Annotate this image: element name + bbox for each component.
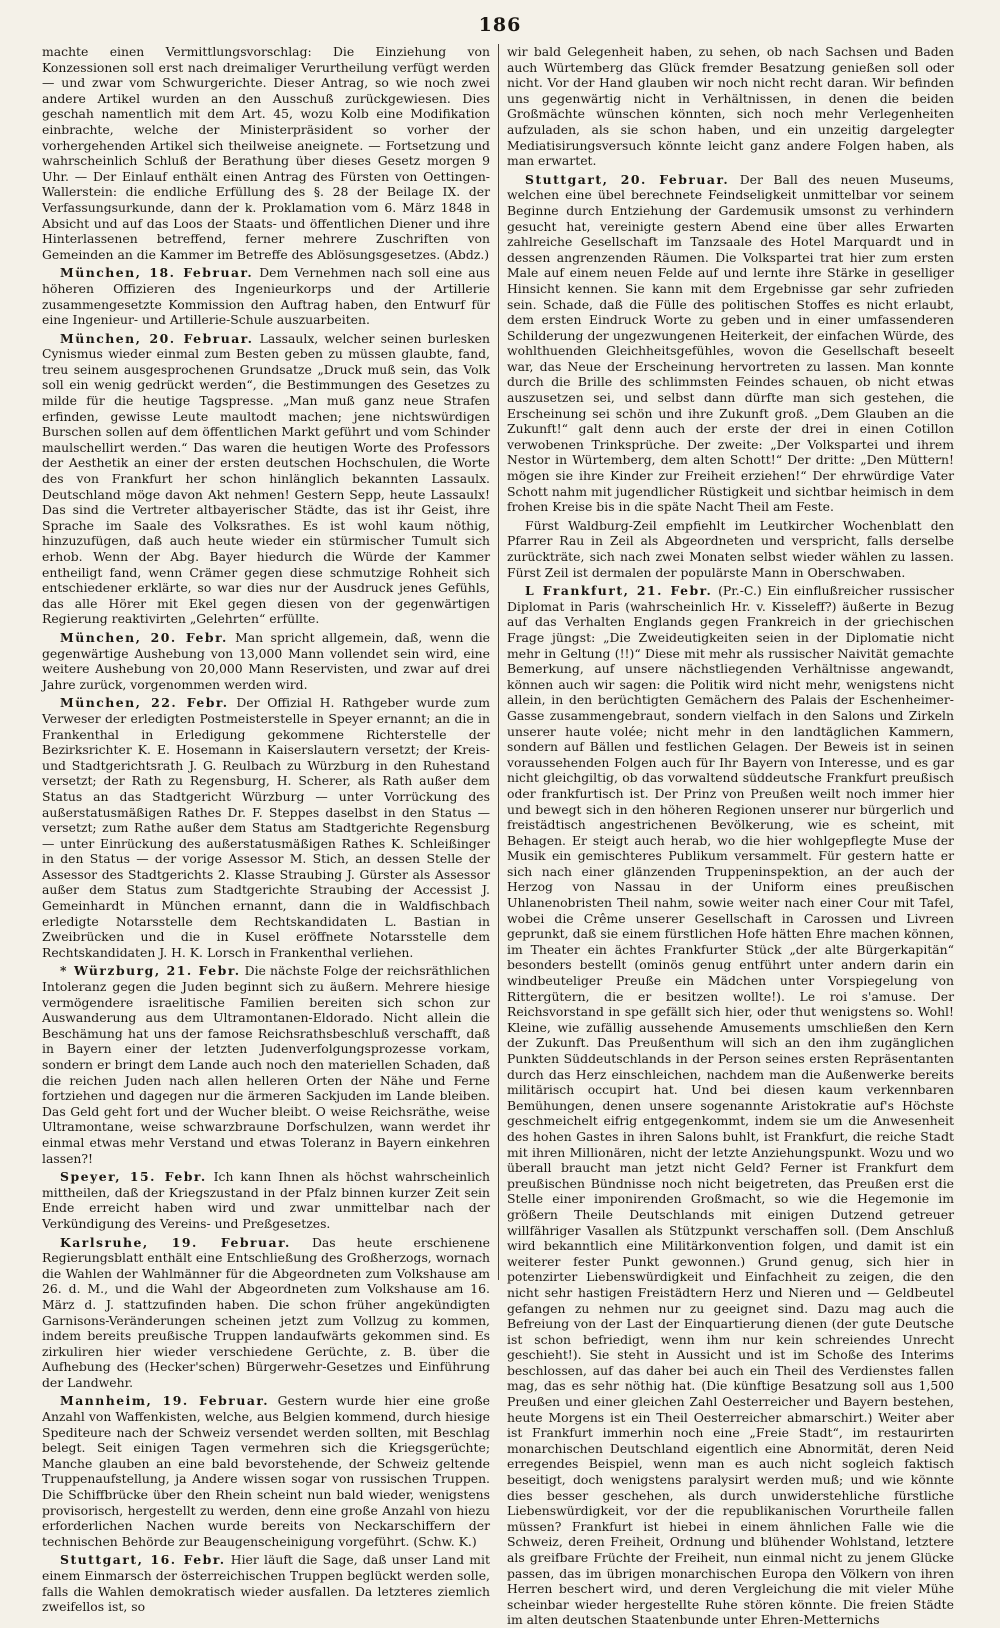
- paragraph-text: wir bald Gelegenheit haben, zu sehen, ob nach Sachsen und Baden auch Würtemberg das Glück fremder Besatzung genießen soll oder nicht. Vor der Hand glauben wir noch nicht recht daran. Wir befinden uns gegenwärtig nicht in Verhältnissen, in denen die beiden Großmächte wünschen könnten, sich noch mehr Verlegenheiten aufzuladen, als sie schon haben, und ein unzeitig dargelegter Mediatisirungsversuch könnte leicht ganz andere Folgen haben, als man erwartet.: [507, 44, 954, 169]
- dateline: München, 18. Februar.: [60, 265, 254, 281]
- paragraph-text: Man spricht allgemein, daß, wenn die gegenwärtige Aushebung von 13,000 Mann vollendet sein wird, eine weitere Aushebung von 20,000 Mann Reservisten, und zwar auf drei Jahre zurück, vorgenommen werden wird.: [42, 629, 490, 692]
- paragraph-text: machte einen Vermittlungsvorschlag: Die Einziehung von Konzessionen soll erst nach dreimaliger Verurtheilung verfügt werden — und zwar vom Schwurgerichte. Dieser Antrag, so wie noch zwei andere Artikel wurden an den Ausschuß zurückgewiesen. Dies geschah namentlich mit dem Art. 45, wozu Kolb eine Modifikation einbrachte, welche der Ministerpräsident so vorher der vorhergehenden Artikel sich theilweise aneignete. — Fortsetzung und wahrscheinlich Schluß der Berathung über dieses Gesetz morgen 9 Uhr. — Der Einlauf enthält einen Antrag des Fürsten von Oettingen-Wallerstein: die endliche Erfüllung des §. 28 der Beilage IX. der Verfassungsurkunde, dann der k. Proklamation vom 6. März 1848 in Absicht und auf das Loos der Staats- und öffentlichen Diener und ihre Hinterlassenen betreffend, ferner mehrere Zuschriften von Gemeinden an die Kammer im Betreffe des Ablösungsgesetzes. (Abdz.): [42, 44, 490, 262]
- article-paragraph: [42, 695, 490, 960]
- paragraph-text: Hier läuft die Sage, daß unser Land mit einem Einmarsch der österreichischen Truppen beglückt werden solle, falls die Wahlen demokratisch wieder ausfallen. Da letzteres ziemlich zweifellos ist, so: [42, 1552, 490, 1615]
- paragraph-text: Das heute erschienene Regierungsblatt enthält eine Entschließung des Großherzogs, wornach die Wahlen der Wahlmänner für die Abgeordneten zum Volkshause am 26. d. M., und die Wahl der Abgeordneten zum Volkshause am 16. März d. J. stattzufinden haben. Die schon früher angekündigten Garnisons-Veränderungen scheinen jetzt zum Vollzug zu kommen, indem bereits preußische Truppen landaufwärts gekommen sind. Es zirkuliren hier wieder verschiedene Gerüchte, z. B. über die Aufhebung des (Hecker'schen) Bürgerwehr-Gesetzes und Einführung der Landwehr.: [42, 1234, 490, 1390]
- dateline: München, 20. Febr.: [60, 629, 228, 645]
- paragraph-text: Fürst Waldburg-Zeil empfiehlt im Leutkircher Wochenblatt den Pfarrer Rau in Zeil als Abgeordneten und verspricht, falls derselbe zurückträte, sich nach zwei Monaten selbst wieder wählen zu lassen. Fürst Zeil ist dermalen der populärste Mann in Oberschwaben.: [507, 517, 954, 580]
- article-paragraph: [42, 331, 490, 627]
- article-paragraph: [507, 44, 954, 169]
- paragraph-text: Dem Vernehmen nach soll eine aus höheren Offizieren des Ingenieurkorps und der Artillerie zusammengesetzte Kommission den Auftrag haben, den Entwurf für eine Ingenieur- und Artillerie-Schule auszuarbeiten.: [42, 265, 490, 328]
- article-paragraph: [42, 1169, 490, 1231]
- paragraph-text: Der Ball des neuen Museums, welchen eine übel berechnete Feindseligkeit unmittelbar vor seinem Beginne durch Entziehung der Gardemusik umsonst zu verhindern gesucht hat, vereinigte gestern Abend eine über alles Erwarten zahlreiche Gesellschaft im Tanzsaale des Hotel Marquardt und in dessen angrenzenden Räumen. Die Volkspartei trat hier zum ersten Male auf einem neuen Felde auf und lernte ihre Stärke in geselliger Hinsicht kennen. Sie kann mit dem Ergebnisse gar sehr zufrieden sein. Schade, daß die Fülle des politischen Stoffes es nicht erlaubt, dem ersten Eindruck Worte zu geben und in einer umfassenderen Schilderung der ungezwungenen Heiterkeit, der einfachen Würde, des wohlthuenden Gleichheitsgefühles, wovon die Gesellschaft beseelt war, das Neue der Erscheinung hervortreten zu lassen. Man konnte durch die Brille des schlimmsten Feindes schauen, ob nicht etwas auszusetzen sei, und selbst dann dürfte man sich gestehen, die Erscheinung sei schön und ihre Zukunft groß. „Dem Glauben an die Zukunft!“ galt denn auch der erste der drei in einen Cotillon verwobenen Trinksprüche. Der zweite: „Der Volkspartei und ihrem Nestor in Würtemberg, dem alten Schott!“ Der dritte: „Den Müttern! mögen sie ihre Kinder zur Freiheit erziehen!“ Der ehrwürdige Vater Schott nahm mit jugendlicher Rüstigkeit und sichtbar heimisch in dem frohen Kreise bis in die späte Nacht Theil am Feste.: [507, 171, 954, 515]
- dateline: Karlsruhe, 19. Februar.: [60, 1234, 291, 1250]
- article-paragraph: [507, 518, 954, 580]
- dateline: München, 20. Februar.: [60, 330, 254, 346]
- paragraph-text: Ich kann Ihnen als höchst wahrscheinlich mittheilen, daß der Kriegszustand in der Pfalz binnen kurzer Zeit sein Ende erreicht haben wird und zwar unmittelbar nach der Verkündigung des Vereins- und Preßgesetzes.: [42, 1169, 490, 1231]
- article-paragraph: [507, 583, 954, 1628]
- paragraph-text: Der Offizial H. Rathgeber wurde zum Verweser der erledigten Postmeisterstelle in Speyer ernannt; an die in Frankenthal in Erledigung gekommene Richterstelle der Bezirksrichter K. E. Hosemann in Kaiserslautern versetzt; der Kreis- und Stadtgerichtsrath J. G. Reulbach zu Würzburg in den Ruhestand versetzt; der Rath zu Regensburg, H. Scherer, als Rath außer dem Status an das Stadtgericht Würzburg — unter Vorrückung des außerstatusmäßigen Rathes Dr. F. Steppes daselbst in den Status — versetzt; zum Rathe außer dem Status am Stadtgerichte Regensburg — unter Einrückung des außerstatusmäßigen Rathes K. Schleißinger in den Status — der vorige Assessor M. Stich, an dessen Stelle der Assessor des Stadtgerichts 2. Klasse Straubing J. Gürster als Assessor außer dem Status zum Stadtgerichte Straubing der Accessist J. Gemeinhardt in München ernannt, dann die in Waldfischbach erledigte Notarsstelle dem Rechtskandidaten L. Bastian in Zweibrücken und die in Kusel eröffnete Notarsstelle dem Rechtskandidaten J. H. K. Lorsch in Frankenthal verliehen.: [42, 695, 490, 960]
- text-columns: [34, 44, 962, 1628]
- dateline: München, 22. Febr.: [60, 695, 229, 711]
- article-paragraph: [42, 963, 490, 1166]
- left-column: [34, 44, 498, 1615]
- paragraph-text: Die nächste Folge der reichsräthlichen Intoleranz gegen die Juden beginnt sich zu äußern. Mehrere hiesige vermögendere israelitische Familien bereiten sich schon zur Auswanderung aus dem Ultramontanen-Eldorado. Nicht allein die Beschämung hat uns der famose Reichsrathsbeschluß verschafft, daß in Bayern einer der letzten Judenverfolgungsprozesse vorkam, sondern er bringt dem Lande auch noch den materiellen Schaden, daß die reichen Juden nach allen helleren Orten der Nähe und Ferne fortziehen und dagegen nur die ärmeren Sackjuden im Lande bleiben. Das Geld geht fort und der Wucher bleibt. O weise Reichsräthe, weise Ultramontane, weise schwarzbraune Dorfschulzen, wann werdet ihr einmal etwas mehr Verstand und etwas Toleranz in Bayern einkehren lassen?!: [42, 963, 490, 1166]
- article-paragraph: [42, 1552, 490, 1614]
- dateline: Stuttgart, 20. Februar.: [525, 171, 730, 187]
- article-paragraph: [42, 265, 490, 327]
- article-paragraph: [42, 630, 490, 692]
- dateline: Speyer, 15. Febr.: [60, 1169, 207, 1185]
- article-paragraph: [42, 44, 490, 262]
- article-paragraph: [42, 1235, 490, 1391]
- dateline: Stuttgart, 16. Febr.: [60, 1552, 226, 1568]
- dateline: L Frankfurt, 21. Febr.: [525, 583, 713, 599]
- article-paragraph: [42, 1393, 490, 1549]
- paragraph-text: (Pr.-C.) Ein einflußreicher russischer Diplomat in Paris (wahrscheinlich Hr. v. Kisseleff?) äußerte in Bezug auf das Verhalten Englands gegen Frankreich in der griechischen Frage jüngst: „Die Zweideutigkeiten seien in der Diplomatie nicht mehr in Geltung (!!)“ Diese mit mehr als russischer Naivität gemachte Bemerkung, auf unsere nächstliegenden Verhältnisse angewandt, können auch wir sagen: die Politik wird nicht mehr, wenigstens nicht allein, in den berüchtigten Gemächern des Palais der Eschenheimer-Gasse zusammengebraut, sondern vielfach in den Salons und Zirkeln unserer haute volée; nicht mehr in den landtäglichen Kammern, sondern auf Bällen und festlichen Gelagen. Der Beweis ist in seinen voraussehenden Folgen auch für Ihr Bayern von Interesse, und es gar nicht gleichgiltig, ob das vorwaltend süddeutsche Frankfurt preußisch oder frankfurtisch ist. Der Prinz von Preußen weilt noch immer hier und bewegt sich in den höheren Regionen unserer nur bürgerlich und freistädtisch angestrichenen Bevölkerung, wie es scheint, mit Behagen. Er steigt auch herab, wo die hier wohlgepflegte Muse der Musik ein gemischteres Publikum versammelt. Für gestern hatte er sich nach einer glänzenden Truppeninspektion, an der auch der Herzog von Nassau in der Uniform eines preußischen Uhlanenobristen Theil nahm, sowie weiter nach einer Cour mit Tafel, wobei die Crême unserer Gesellschaft in Carossen und Livreen geprunkt, daß sie einem fürstlichen Hofe hätten Ehre machen können, im Theater ein ächtes Frankfurter Stück „der alte Bürgerkapitän“ besonders bestellt (ominös genug entführt unter andern darin ein windbeuteliger Preuße ein Mädchen unter Vorspiegelung von Rittergütern, die er besitzen wollte!). Le roi s'amuse. Der Reichsvorstand in spe gefällt sich hier, oder thut wenigstens so. Wohl! Kleine, wie zufällig aussehende Amusements umschließen den Kern der Zukunft. Das Preußenthum will sich an den ihm zugänglichen Punkten Süddeutschlands in der Person seines ersten Repräsentanten durch das Herz einschleichen, nachdem man die Außenwerke bereits militärisch occupirt hat. Und bei diesen kaum verkennbaren Bemühungen, denen unsere sogenannte Aristokratie auf's Höchste geschmeichelt eifrig entgegenkommt, indem sie um die Anwesenheit des hohen Gastes in ihren Salons buhlt, ist Frankfurt, die reiche Stadt mit ihren Millionären, nicht der letzte Anziehungspunkt. Wozu und wo überall braucht man jetzt nicht Geld? Ferner ist Frankfurt dem preußischen Bündnisse noch nicht beigetreten, das Preußen erst die Stelle einer imponirenden Großmacht, so wie die Hegemonie im größern Theile Deutschlands mit einigen Dutzend getreuer willfähriger Vasallen als Stützpunkt verschaffen soll. (Dem Anschluß wird bekanntlich eine Militärkonvention folgen, und damit ist ein weiterer fester Punkt gewonnen.) Grund genug, sich hier in potenzirter Liebenswürdigkeit und Einfachheit zu zeigen, die den nicht sehr hastigen Freistädtern Herz und Nieren und — Geldbeutel gefangen zu nehmen nur zu geeignet sind. Dazu mag auch die Befreiung von der Last der Einquartierung dienen (der gute Deutsche ist schon befriedigt, wenn ihm nur kein schreiendes Unrecht geschieht!). Sie steht in Aussicht und ist im Schoße des Interims beschlossen, auf das daher bei auch ein Theil des Verdienstes fallen mag, das es sehr nöthig hat. (Die künftige Besatzung soll aus 1,500 Preußen und einer gleichen Zahl Oesterreicher und Bayern bestehen, heute Morgens ist ein Theil Oesterreicher abmarschirt.) Weiter aber ist Frankfurt immerhin noch eine „Freie Stadt“, im restaurirten monarchischen Deutschland eigentlich eine Abnormität, deren Neid erregendes Beispiel, wenn man es auch nicht sogleich faktisch beseitigt, doch wenigstens paralysirt werden muß; und wie könnte dies besser geschehen, als durch unwiderstehliche fürstliche Liebenswürdigkeit, vor der die republikanischen Vorurtheile fallen müssen? Frankfurt ist hiebei in einem ähnlichen Falle wie die Schweiz, deren Freiheit, Ordnung und blühender Wohlstand, letztere als greifbare Früchte der Freiheit, nun einmal nicht zu jenem Glücke passen, das im übrigen monarchischen Europa den Völkern von ihren Herren beschert wird, und deren Vergleichung die mit vieler Mühe scheinbar wieder hergestellte Ruhe stören könnte. Die freien Städte im alten deutschen Staatenbunde unter Ehren-Metternichs: [507, 583, 955, 1628]
- dateline: * Würzburg, 21. Febr.: [60, 963, 241, 979]
- article-paragraph: [507, 172, 954, 515]
- page-number: 186: [478, 14, 522, 36]
- paragraph-text: Gestern wurde hier eine große Anzahl von Waffenkisten, welche, aus Belgien kommend, durch hiesige Spediteure nach der Schweiz versendet werden sollten, mit Beschlag belegt. Seit einigen Tagen vermehren sich die Kriegsgerüchte; Manche glauben an eine bald bevorstehende, der Schweiz geltende Truppenaufstellung, ja Andere wissen sogar von russischen Truppen. Die Schiffbrücke über den Rhein scheint nun bald wieder, wenigstens provisorisch, hergestellt zu werden, denn eine große Anzahl von hiezu erforderlichen Nachen wurde bereits von Neckarschiffern der technischen Behörde zur Beaugenscheinigung vorgeführt. (Schw. K.): [42, 1393, 490, 1549]
- dateline: Mannheim, 19. Februar.: [60, 1393, 270, 1409]
- paragraph-text: Lassaulx, welcher seinen burlesken Cynismus wieder einmal zum Besten geben zu müssen glaubte, fand, treu seinem ausgesprochenen Grundsatze „Druck muß sein, das Volk soll ein wenig gedrückt werden“, die Bestimmungen des Gesetzes zu milde für die heutige Tagspresse. „Man muß ganz neue Strafen erfinden, gewisse Leute maultodt machen; jene nichtswürdigen Burschen sollen auf dem öffentlichen Markt geführt und vom Schinder maulschellirt werden.“ Das waren die heutigen Worte des Professors der Aesthetik an einer der ersten deutschen Hochschulen, die Worte des von Frankfurt her schon hinlänglich bekannten Lassaulx. Deutschland möge davon Akt nehmen! Gestern Sepp, heute Lassaulx! Das sind die Vertreter altbayerischer Städte, das ist ihr Geist, ihre Sprache im Saale des Volksrathes. Es ist wohl kaum nöthig, hinzuzufügen, daß auch heute wieder ein stürmischer Tumult sich erhob. Wenn der Abg. Bayer hiedurch die Würde der Kammer entheiligt fand, wenn Crämer gegen diese schmutzige Rohheit sich entschiedener erklärte, so war dies nur der Ausdruck jenes Gefühls, das alle Hörer mit Ekel gegen diesen von der gegenwärtigen Regierung reaktivirten „Gelehrten“ erfüllte.: [42, 330, 490, 627]
- right-column: [498, 44, 962, 1628]
